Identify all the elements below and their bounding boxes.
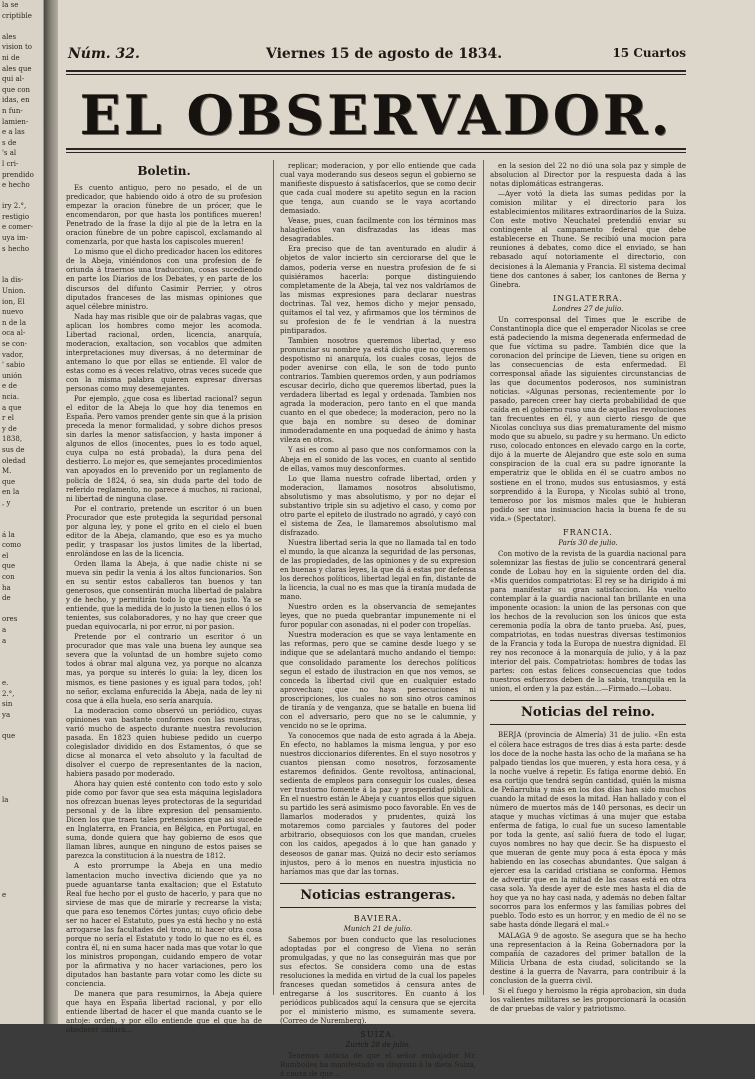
column-separator [273,160,274,995]
masthead-rule-top [66,70,686,72]
left-page-line: n de la [2,318,26,327]
left-page-line: 's al [2,149,17,158]
left-page-line: y de [2,424,17,433]
left-page-line [0,869,43,880]
left-page-line: , y [2,498,11,507]
left-page-line [0,763,43,774]
paragraph: —Ayer votó la dieta las sumas pedidas por la comision militar y el directorio para los establecimientos militares extraordinarios de la Suiza. Con este motivo Neuchatel pretendió enviar su contingente al campamento federal que debe establecerse en Thune. Se recibió una mocion para reuniones á debates, como dice el enviado, se han rebasado aquí notoriamente el directorio, con decisiones á la Alemania y Francia. El sistema decimal tiene dos cantones á saber, los cantones de Berna y Ginebra. [490,190,686,289]
left-page-line [0,837,43,848]
left-page-line [0,742,43,753]
paragraph: La moderacion como observó un periódico, cuyas opiniones van bastante conformes con las nuestras, varió mucho de aspecto durante nuestra revolucion pasada. En 1823 quien hubiese pedido un cuerpo colegislador dividido en dos Estamentos, ó que se dicse al monarca el veto absoluto y la facultad de disolver el cuerpo de representantes de la nacion, habiera pasado por moderado. [66,706,262,778]
left-page-line: restigio [2,212,30,221]
left-page-line [0,667,43,678]
paragraph: replicar; moderacion, y por ello entiende que cada cual vaya moderando sus deseos segun el gobierno se manifieste dispuesto á satisfacerlos, que se como decir que cada cual modere su apetito segun en la racion que tenga, aun cuando se le vaya acortando demasiado. [280,162,476,216]
boletin-heading: Boletin. [137,164,191,178]
left-page-line [0,816,43,827]
left-page-line: l cri- [2,159,19,168]
left-page-line: el [2,551,9,560]
paragraph: BERJA (provincia de Almería) 31 de julio. «En esta el cólera hace estragos de tres dias á esta parte: desde los doce de la noche hasta las ocho de la mañana se ha palpado tiendas los que mueren, y esta hora cesa, y á la noche vuelve á repetir. Es fatiga enorme debió. En esa cortijo que tendrá según cantidad, quién la misma de Peñarrubia y más en los dos días han sido muchos cuando la mitad de esos la mitad. Han hallado y con el número de muertos más de 140 personas, es decir un ataque y muchas víctimas á una mujer que estaba enferma de fatiga, lo cual fue un suceso lamentable por toda la gente, así salió fuera de todo el lugar, cuyos nombres no hay que decir. Se ha dispuesto el que mueran de gente muy poca á esta época y más habiendo en las cosechas abundantes. Que salgan á ejercer esa la caridad cristiana se conforma. Hemos de advertir que en la mitad de las casas está en otra casa sola. Ya desde ayer de este mes hasta el dia de hoy que ya no hay casi nada, y además no deben faltar socorros para los enfermos y las familias pobres del pueblo. Todo esto es un horror, y en medio de él no se sabe hasta dónde llegará el mal.» [490,731,686,930]
left-page-line: e [2,890,7,899]
left-page-line: e comer- [2,223,33,232]
column-3-body [490,162,686,290]
left-page-line: e hecho [2,181,30,190]
left-page-line [0,784,43,795]
paragraph: MALAGA 9 de agosto. Se asegura que se ha hecho una representacion á la Reina Gobernadora por la compañía de cazadores del primer batallon de la Milicia Urbana de esta ciudad, solicitando se la destine á la guerra de Navarra, para contribuir á la conclusion de la guerra civil. [490,931,686,985]
issue-price: 15 Cuartos [612,46,686,60]
left-page-line: s hecho [2,244,30,253]
left-page-line [0,752,43,763]
dateline: Munich 21 de julio. [343,924,413,933]
left-page-line: ales que [2,64,32,73]
left-page-line: sin [2,700,13,709]
france-body [490,550,686,695]
left-page-line: Union. [2,287,26,296]
left-page-line: unión [2,371,22,380]
paragraph: Por ejemplo, ¿que cosa es libertad racional? segun el editor de la Abeja lo que hoy dia tenemos en España. Pero vamos prender gente sin que á la prision preceda la menor formalidad, y sobre dichos presos sin darles la menor satisfaccion, y hasta imponer á algunos de ellos (inocentes, pues lo es todo aquel, cuya culpa no está probada), la dura pena del destierro. Lo mejor es, que semejantes procedimientos van apoyados en lo prevenido por un reglamento de policía de 1824, ó sea, sin duda parte del todo de referido reglamento, no parece á muchos, ni racional, ni libertad de ninguna clase. [66,395,262,503]
paragraph: Tambien nosotros queremos libertad, y eso pronunciar su nombre ya está dicho que no queremos despotismo ni anarquía, los cuales cosas, lejos de poder avenirse con ella, le son de todo punto contrarios. Tambien queremos orden, y aun podríamos escusar decirlo, dicho que queremos libertad, pues la verdadera libertad es legal y ordenada. Tambien nos agrada la moderacion, pero tanto en el que manda cuanto en el que obedece; la moderacion, pero no la que baja en nombre su deseo de dominar inmoderadamente en una poquedad de ánimo y hasta vileza en otros. [280,336,476,445]
left-page-line [0,604,43,615]
left-page-line [0,900,43,911]
left-page-line [0,509,43,520]
kingdom-news-body [490,731,686,1013]
left-page-line: sus de [2,445,25,454]
left-page-line [0,826,43,837]
dateline: Londres 27 de julio. [552,304,624,313]
column-2 [280,162,476,1079]
paragraph: Era preciso que de tan aventurado en aludir á objetos de valor incierto sin cerciorarse del que le damos, poderia verse en nuestra profesion de fe si quisiéramos hacerla: porque distinguiendo completamente de la Abeja, tal vez nos valdríamos de las mismas expresiones para declarar nuestras doctrinas. Tal vez, hemos dicho y mejor pensado, quitamos el tal vez, y afirmamos que los términos de su profesion de fe le vendrian á la nuestra pintiparados. [280,245,476,335]
left-page-line: ' sabio [2,361,25,370]
paragraph: Pretende por el contrario un escritor ó un procurador que mas vale una buena ley aunque sea severa que la voluntad de un hombre sujeto como todos á obrar mal alguna vez, ya porque no alcanza mas, ya porque su interés lo guia: la ley, dicen los mismos, es tiene pasiones y es igual para todos, ¡oh! no señor, exclama enfurecida la Abeja, nada de ley ni cosa que á ella huela, eso sería anarquía. [66,633,262,705]
left-page-line: ya [2,710,11,719]
left-page-line: idas, en [2,96,30,105]
issue-number: Núm. 32. [68,46,140,62]
masthead-rule-bottom-thin [66,152,686,153]
kingdom-news-heading: Noticias del reino. [490,700,686,725]
left-page-line: de [2,594,11,603]
paragraph: en la sesion del 22 no dió una sola paz y simple de absolucion al Director por la respuesta dada á las notas diplomáticas estrangeras. [490,162,686,189]
left-page-line [0,191,43,202]
left-page-line: 2.°, [2,689,15,698]
left-page-line: e a las [2,128,25,137]
left-page-line: con [2,573,15,582]
left-page-line: vision to [2,43,32,52]
paragraph: Lo que llama nuestro cofrade libertad, orden y moderacion, llamamos nosotros absolutismo, absolutismo y mas absolutismo, y por no dejar el substantivo triple sin su adjetivo el caso, y como por otro parte el epiteto de ilustrado no agradó, y cayó con el sistema de Zea, le llamaremos absolutismo mal disfrazado. [280,474,476,537]
left-page-line: lamien- [2,117,29,126]
issue-date: Viernes 15 de agosto de 1834. [266,46,503,62]
left-page-line [0,879,43,890]
paragraph: Nuestra moderacion es que se vaya lentamente en las reformas, pero que se camine desde luego y se indique que se adelantará mucho andando el tiempo: que consolidado paramente los derechos políticos segun el estado de ilustracion en que nos vemos, se conceda la libertad civil que en cualquier estado aprovechan; que no haya persecuciones ni proscripciones, los cuales no son sino otros caminos de tiranía y de venganza, que se batalle en buena lid con el adversario, pero que no se le calumnie, y vencido no se le oprima. [280,631,476,730]
left-page-line [0,519,43,530]
place-heading: INGLATERRA. [553,293,623,303]
left-page-line [0,254,43,265]
paragraph: Ahora hay quien esté contento con todo esto y solo pide como por favor que sea esta máquina legisladora nos ofrezcan buenas leyes protectoras de la seguridad personal y de la libre expresion del pensamiento. Dicen los que traen tales pretensiones que asi sucede en Inglaterra, en Francia, en Bélgica, en Portugal, en suma, donde quiera que hay gobierno de esos que llaman libres, aunque en ninguno de estos paises se parezca la constitucion á la nuestra de 1812. [66,780,262,861]
place-heading: BAVIERA. [353,913,403,923]
left-page-fragment [0,0,44,1024]
paragraph: Si el fuego y heroismo la régia aprobacion, sin duda los valientes militares se les proporcionará la ocasión de dar pruebas de valor y patriotismo. [490,986,686,1013]
left-page-line: ni de [2,53,20,62]
boletin-body [66,184,262,1035]
left-page-line: e. [2,679,9,687]
left-page-line: la se [2,1,19,9]
left-page-line: a [2,626,7,635]
newspaper-title: EL OBSERVADOR. [79,83,673,147]
left-page-line: la dis- [2,276,24,285]
paragraph: Vease, pues, cuan facilmente con los términos mas halagüeños van disfrazadas las ideas mas desagradables. [280,217,476,244]
paragraph: Sabemos por buen conducto que las resoluciones adoptadas por el congreso de Viena no serán promulgadas, y que no las conseguirán mas que por sus efectos. Se considera como una de estas resoluciones la medida en virtud de la cual los papeles franceses quedan sometidos á censura antes de entregarse á los suscritores. En cuanto á los periódicos publicados aquí la censura que se ejercita por el ministerio mismo, es sumamente severa. (Correo de Nuremberg). [280,935,476,1026]
left-page-line [0,932,43,943]
left-page-line: que [2,731,16,740]
left-page-line: criptible [2,11,32,20]
newspaper-page [58,0,755,1079]
left-page-line: como [2,541,21,550]
left-page-line: n fun- [2,106,23,115]
left-page-line: que con [2,85,30,94]
left-page-line [0,922,43,933]
left-page-line: ha [2,583,11,592]
place-heading: SUIZA. [360,1030,396,1040]
left-page-line [0,773,43,784]
masthead-info [66,42,686,68]
paragraph: Con motivo de la revista de la guardia nacional para solemnizar las fiestas de julio se concentrará general conde de Lobau hoy en la siguiente orden del dia. «Mis queridos compatriotas: El rey se ha dirigido á mi para manifestar su gran satisfaccion. Ha vuelto contemplar á la guardia nacional tan brillante en una imponente ocasion: la union de las personas con que los hechos de la revolucion son los únicos que esta ceremonia podía la obra de tanto prueba. Así, pues, compatriotas, en todas nuestras diversas testimonios de la Francia y toda la Europa de nuestra dignidad. El rey nos reconoce á la monarquía de julio, y á la paz interior del pais. Compatriotas: hombres de todas las partes: con estas felices consecuencias que todos nuestros esfuerzos deben de la sabia, tranquila en la union, el orden y la paz están...—Firmado.—Lobau. [490,549,686,694]
left-page-line [0,646,43,657]
left-page-line: á la [2,530,15,539]
left-page-line [0,21,43,32]
left-page-line: iry 2.°, [2,202,27,211]
foreign-news-heading: Noticias estrangeras. [280,883,476,908]
left-page-line [0,848,43,859]
place-heading: FRANCIA. [563,527,613,537]
left-page-line: que [2,562,16,571]
left-page-line: nuevo [2,308,24,317]
dateline: París 30 de julio. [558,538,618,547]
paragraph: Ya conocemos que nada de esto agrada á la Abeja. En efecto, no hablamos la misma lengua, y por eso nuestros diccionarios diferentes. En el suyo nosotros y cuantos piensan como nosotros, forzosamente estaremos definidos. Gente revoltosa, antinacional, sedienta de empleos para conseguir los cuales, desea ver trastorno fomente á la paz y prosperidad pública. En el nuestro están le Abeja y cuantos ellos que siguen su partido les será asimismo poco favorable. En ves de llamarlos moderados y prudentes, quizá los motaremos como parciales y fautores del poder arbitrario, obsequiosos con los que mandan, crueles con los caidos, apegados á lo que han ganado y deseosos de ganar mas. Quizá no decir esto seríamos injustos, pero á lo menos en nuestra injusticia no haríamos mas que dar las tornas. [280,731,476,876]
column-1 [66,162,262,1035]
left-page-line: a que [2,403,22,412]
column-separator [483,160,484,995]
left-page-line: ncia. [2,392,20,401]
paragraph: Orden llama la Abeja, á que nadie chiste ni se mueva sin pedir la venia á los altos funcionarios. Son en su sentir estos caballeros tan buenos y tan generosos, que consentirán mucha libertad de palabra y de hecho, y permitirán todo lo que sea justo. Ya se entiende, que la medida de lo justo la tienen ellos ó los tenientes, sus colaboradores, y no hay que creer que puedan equivocarla, ni por error, ni por pasion. [66,559,262,632]
paragraph: Y asi es como al paso que nos conformamos con la Abeja en el sonido de las voces, en cuanto al sentido de ellas, vamos muy desconformes. [280,446,476,473]
left-page-line: s de [2,138,17,147]
left-page-line: en la [2,488,20,497]
left-page-line: M. [2,467,12,476]
masthead-rule-bottom [66,148,686,150]
paragraph: De manera que para resumirnos, la Abeja quiere que haya en España libertad racional, y por ello entiende libertad de hacer el que manda cuanto se le antoje: orden, y por ello entiende que el que ha de obedecer callará... [66,990,262,1035]
left-page-line: e de [2,382,17,391]
column-3 [490,162,686,1013]
paragraph: Lo mismo que el dicho predicador hacen los editores de la Abeja, viniéndonos con una profesion de fe oriunda á traernos una traduccion, cosas sucediendo en parte los Diarios de los Debates, y en parte de los discursos del difunto Casimir Perrier, y otros diputados franceses de las mismas opiniones que aquel célebre ministro. [66,248,262,311]
paragraph: Un corresponsal del Times que le escribe de Constantinopla dice que el emperador Nicolas se cree está padeciendo la misma degenerada enfermedad de que fue víctima su padre. También dice que la coronacion del príncipe de Lieven, tiene su origen en las consecuencias de esta enfermedad. El corresponsal añade las siguientes circunstancias de las que documentos poderosos, nos suministran noticias. «Algunas personas, recientemente por lo pasado, parecen creer hay cierta probabilidad de que caída en el gobierno ruso una de aquellas revoluciones tan frecuentes en él, y aun cierto riesgo de que Nicolas concluya sus dias prematuramente del mismo modo que su abuelo, su padre y su hermano. Un edicto ruso, colocado entonces en elevado cargo en la corte, dijo á la muerte de Alejandro que este solo en suma conspiracion de la cual era su padre ignorante la emperatriz que le oblida en él se cuatro ambos no sostiene en el trono, mudos sus entusiasmos, y está sorprendido á la Europa, y Nicolas subió al trono, temeroso por los mismos males que le hubieran podido ser una insinuacion hacia la buena fe de su vida.» (Spectator). [490,315,686,523]
left-page-line: ales [2,32,17,41]
left-page-line: a [2,636,7,645]
left-page-line [0,657,43,668]
paragraph: Nuestra libertad seria la que no llamada tal en todo el mundo, la que alcanza la seguridad de las personas, de las propiedades, de las opiniones y de su expresion en buenas y claras leyes, la que dá á estas por defensa los derechos políticos, libertad legal en fin, distante de la licencia, la cual no es mas que la tiranía mudada de mano. [280,538,476,602]
left-page-line: r el [2,414,14,423]
paragraph: Nuestro orden es la observancia de semejantes leyes, que no pueda quebrantar impunemente ni el furor popular con asonadas, ni el poder con tropelías. [280,603,476,630]
column-2-body [280,162,476,877]
left-page-line: ores [2,615,18,624]
paragraph: Tenemos noticia de que el señor embajador Mr. Rumbolles ha manifestado su disgusto á la dieta Suiza, á causa de que... [280,1052,476,1079]
left-page-line: uya im- [2,234,29,243]
switzerland-body [280,1052,476,1079]
left-page-line [0,805,43,816]
paragraph: A esto prorrumpe la Abeja en una medio lamentacion mucho invectiva diciendo que ya no puede aguantarse tanta exaltacion; que el Estatuto Real fue hecho por el gusto de hacerlo, y para que no sirviese de mas que de mirarle y recrearse la vista; que para eso tenemos Córtes juntas; cuyo oficio debe ser no hacer el Estatuto, pues ya está hecho y no está arrogarse las facultades del trono, ni hacer otra cosa porque no sería el Estatuto y todo lo que no es él, es contra él, ni en suma hacer nada mas que votar lo que los ministros propongan, cuidando empero de votar por la afirmativa y no hacer variaciones, pero los diputados han bastante para votar como les dicte su conciencia. [66,862,262,989]
left-page-line: oca al- [2,329,26,338]
left-page-line: vador, [2,350,24,359]
left-page-line: oledad [2,456,26,465]
left-page-line: ion, El [2,297,25,306]
dateline: Zurich 28 de julio. [345,1041,411,1050]
paragraph: Nada hay mas risible que oir de palabras vagas, que aplican los hombres como mejor les acomoda. Libertad racional, orden, licencia, anarquía, moderacion, exaltacion, son vocablos que admiten interpretaciones muy diversas, á no determinar de antemano lo que por ellas se entiende. El valor de estas como es á veces relativo, otras veces sucede que con la misma palabra quieren expresar diversas personas como muy desemejantes. [66,312,262,394]
left-page-line [0,911,43,922]
paragraph: Por el contrario, pretende un escritor ó un buen Procurador que este protegida la seguridad personal por alguna ley, y pone el grito en el cielo el buen editor de la Abeja, clamando, que eso es ya mucho pedir, y traspasar los justos limites de la libertad, enrolándose en las de la licencia. [66,504,262,558]
left-page-line: 1838, [2,435,23,444]
left-page-line: qui al- [2,75,25,84]
left-page-line [0,858,43,869]
left-page-line: prendido [2,170,34,179]
bavaria-body [280,936,476,1026]
left-page-line [0,720,43,731]
left-page-line: la [2,795,9,804]
left-page-line [0,265,43,276]
paragraph: Es cuento antiguo, pero no pesado, el de un predicador, que habiendo oido á otro de su profesion empezar la oracion fúnebre de un prócer, que le encomendaron, por que hasta los pontifices mueren! Penetrado de la frase la dijo al pie de la letra en la oracion fúnebre de un pobre capiscol, exclamando al comenzarla, por que hasta los capiscoles mueren! [66,184,262,247]
masthead-rule-top-thin [66,74,686,75]
england-body [490,316,686,524]
left-page-line: se con- [2,340,27,348]
left-page-line: que [2,477,16,486]
